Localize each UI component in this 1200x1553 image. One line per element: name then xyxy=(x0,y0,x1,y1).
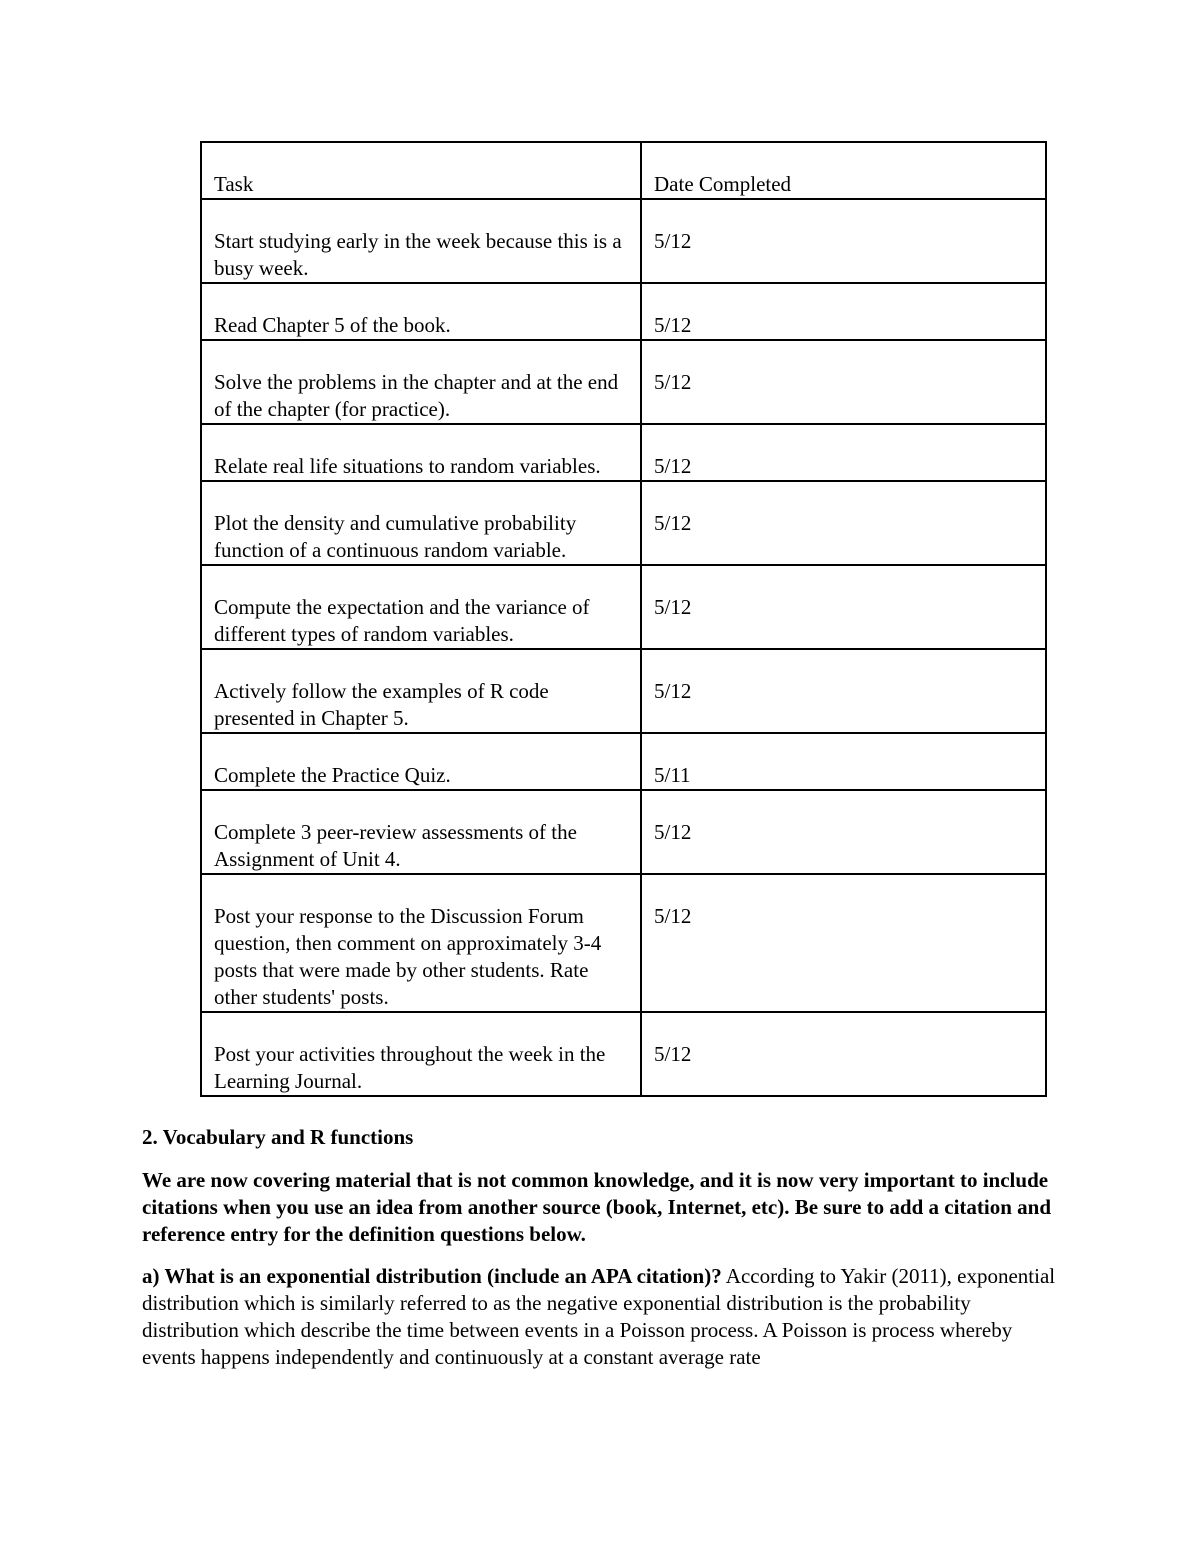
header-task: Task xyxy=(201,142,641,199)
date-cell: 5/12 xyxy=(641,565,1046,649)
table-row xyxy=(201,199,1046,283)
table-row xyxy=(201,874,1046,1012)
task-cell: Compute the expectation and the variance of different types of random variables. xyxy=(201,565,641,649)
table-row xyxy=(201,565,1046,649)
header-date-completed: Date Completed xyxy=(641,142,1046,199)
date-cell: 5/12 xyxy=(641,649,1046,733)
table-header-row xyxy=(201,142,1046,199)
task-cell: Read Chapter 5 of the book. xyxy=(201,283,641,340)
table-row xyxy=(201,481,1046,565)
date-cell: 5/12 xyxy=(641,199,1046,283)
section-heading: 2. Vocabulary and R functions xyxy=(142,1125,414,1149)
task-cell: Post your activities throughout the week in the Learning Journal. xyxy=(201,1012,641,1096)
date-cell: 5/12 xyxy=(641,874,1046,1012)
table-row xyxy=(201,424,1046,481)
date-cell: 5/12 xyxy=(641,340,1046,424)
date-cell: 5/12 xyxy=(641,283,1046,340)
task-cell: Complete 3 peer-review assessments of the Assignment of Unit 4. xyxy=(201,790,641,874)
table-row xyxy=(201,283,1046,340)
task-cell: Relate real life situations to random variables. xyxy=(201,424,641,481)
date-cell: 5/12 xyxy=(641,424,1046,481)
task-cell: Complete the Practice Quiz. xyxy=(201,733,641,790)
table-row xyxy=(201,340,1046,424)
task-cell: Post your response to the Discussion Forum question, then comment on approximately 3-4 posts that were made by other students. Rate other students' posts. xyxy=(201,874,641,1012)
date-cell: 5/12 xyxy=(641,481,1046,565)
section-intro: We are now covering material that is not common knowledge, and it is now very important to include citations when you use an idea from another source (book, Internet, etc). Be sure to add a citation and reference entry for the definition questions below. xyxy=(142,1168,1052,1246)
table-row xyxy=(201,1012,1046,1096)
table-row xyxy=(201,733,1046,790)
table-row xyxy=(201,649,1046,733)
task-cell: Actively follow the examples of R code presented in Chapter 5. xyxy=(201,649,641,733)
date-cell: 5/12 xyxy=(641,790,1046,874)
answer-a: According to Yakir (2011), exponential distribution which is similarly referred to as the negative exponential distribution is the probability distribution which describe the time between events in a Poisson process. A Poisson is process whereby events happens independently and continuously at a constant average rate xyxy=(142,1264,1056,1369)
table-row xyxy=(201,790,1046,874)
date-cell: 5/11 xyxy=(641,733,1046,790)
task-cell: Plot the density and cumulative probability function of a continuous random variable. xyxy=(201,481,641,565)
task-cell: Solve the problems in the chapter and at the end of the chapter (for practice). xyxy=(201,340,641,424)
date-cell: 5/12 xyxy=(641,1012,1046,1096)
task-cell: Start studying early in the week because this is a busy week. xyxy=(201,199,641,283)
question-a-paragraph xyxy=(142,1263,1062,1371)
task-table xyxy=(200,141,1047,1097)
question-a: a) What is an exponential distribution (include an APA citation)? xyxy=(142,1264,722,1288)
